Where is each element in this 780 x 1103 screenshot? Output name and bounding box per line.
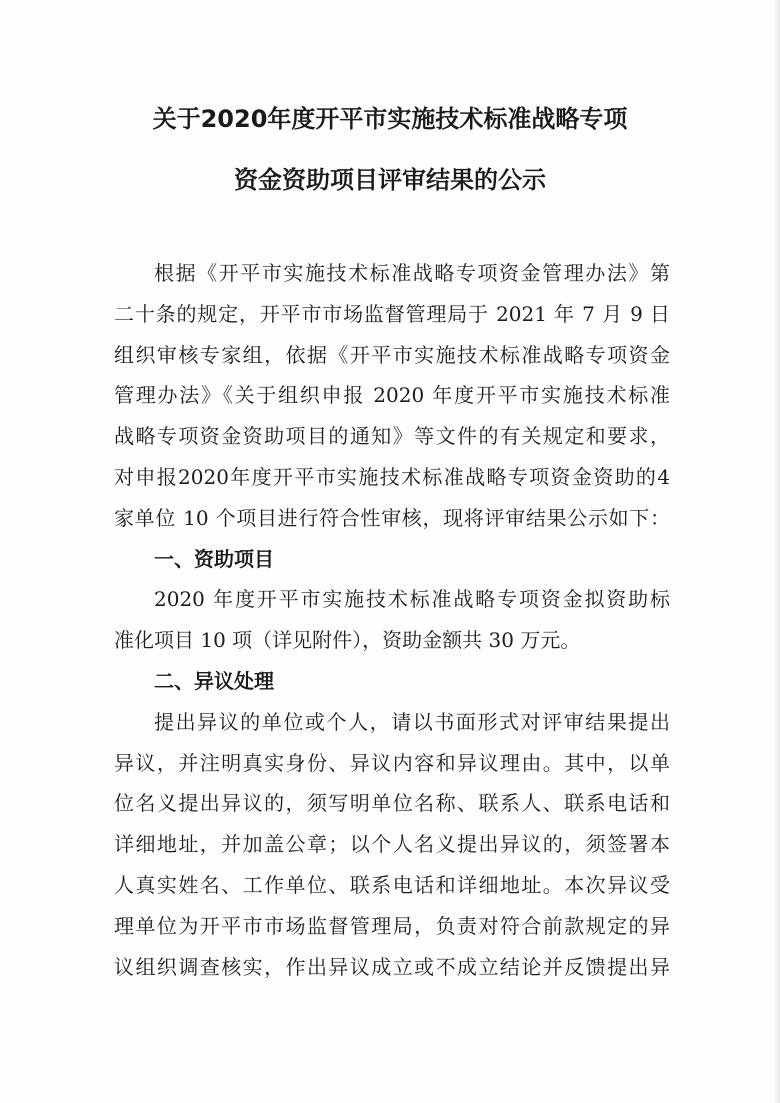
section-2-line: 位名义提出异议的，须写明单位名称、联系人、联系电话和 [114, 791, 670, 816]
intro-line: 根据《开平市实施技术标准战略专项资金管理办法》第 [154, 261, 670, 285]
intro-line: 二十条的规定，开平市市场监督管理局于 2021 年 7 月 9 日 [114, 301, 670, 326]
section-2-line: 人真实姓名、工作单位、联系电话和详细地址。本次异议受 [114, 872, 670, 897]
section-2-line: 异议，并注明真实身份、异议内容和异议理由。其中，以单 [114, 750, 670, 775]
section-1-heading: 一、资助项目 [154, 546, 274, 571]
intro-line: 组织审核专家组，依据《开平市实施技术标准战略专项资金 [114, 342, 670, 367]
section-2-line: 详细地址，并加盖公章；以个人名义提出异议的，须签署本 [114, 832, 670, 857]
document-body [114, 253, 670, 987]
document-title-line-2: 资金资助项目评审结果的公示 [234, 166, 546, 194]
section-2-line: 提出异议的单位或个人，请以书面形式对评审结果提出 [154, 709, 670, 734]
section-2-line: 理单位为开平市市场监督管理局，负责对符合前款规定的异 [114, 913, 670, 938]
intro-line: 家单位 10 个项目进行符合性审核，现将评审结果公示如下： [114, 505, 670, 530]
intro-line: 战略专项资金资助项目的通知》等文件的有关规定和要求， [114, 424, 670, 449]
section-2-heading: 二、异议处理 [154, 668, 274, 693]
document-title-line-1: 关于2020年度开平市实施技术标准战略专项 [152, 105, 628, 133]
section-1-line: 2020 年度开平市实施技术标准战略专项资金拟资助标 [154, 587, 670, 612]
section-2-line: 议组织调查核实，作出异议成立或不成立结论并反馈提出异 [114, 954, 670, 979]
intro-line: 管理办法》《关于组织申报 2020 年度开平市实施技术标准 [114, 383, 670, 408]
section-1-line: 准化项目 10 项（详见附件），资助金额共 30 万元。 [114, 628, 581, 653]
intro-line: 对申报2020年度开平市实施技术标准战略专项资金资助的4 [114, 464, 670, 489]
